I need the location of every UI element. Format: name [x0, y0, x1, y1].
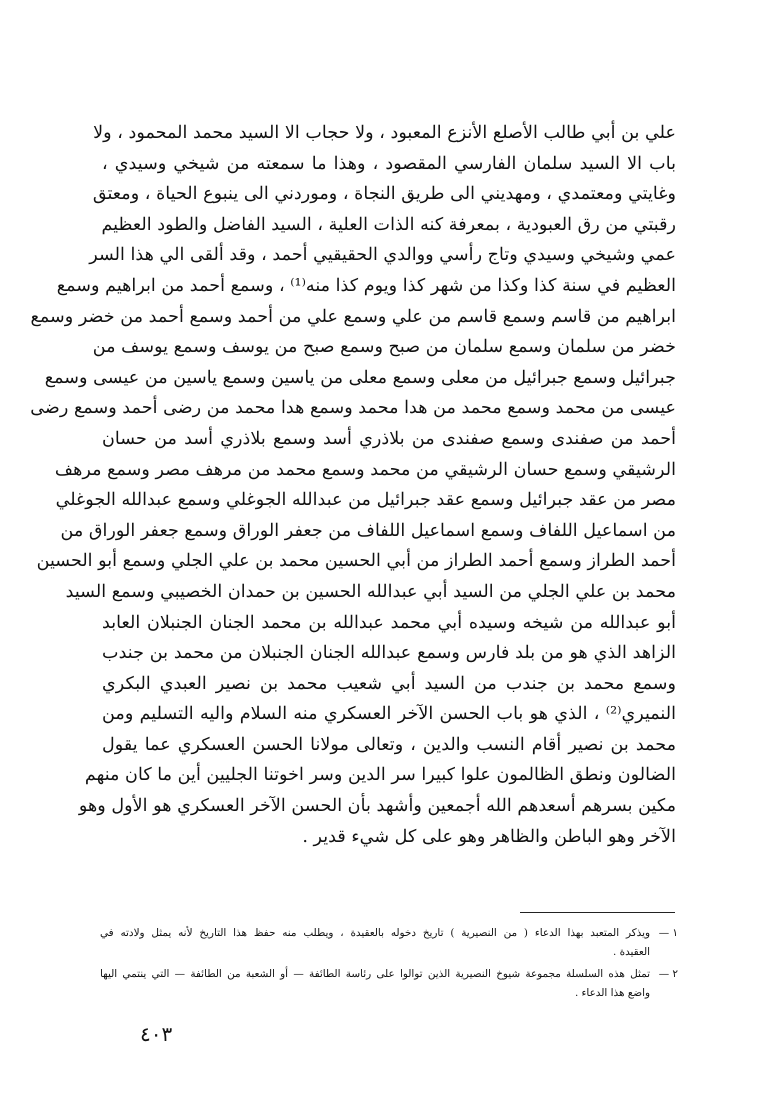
text-line: الرشيقي وسمع حسان الرشيقي من محمد وسمع محمد من مرهف مصر وسمع مرهف [54, 459, 676, 480]
text-line: وغايتي ومعتمدي ، ومهديني الى طريق النجاة ، وموردني الى ينبوع الحياة ، ومعتق [92, 184, 676, 205]
text-line: عيسى من محمد وسمع محمد من هدا محمد وسمع هدا محمد من رضى أحمد وسمع رضى [30, 398, 676, 419]
footnote-number: ١ — [658, 927, 678, 939]
footnote [100, 965, 678, 1003]
text-line: جبرائيل وسمع جبرائيل من معلى وسمع معلى من ياسين وسمع ياسين من عيسى وسمع [44, 367, 676, 388]
footnote-line: واضع هذا الدعاء . [574, 987, 650, 999]
text-line: خضر من سلمان وسمع سلمان من صبح وسمع صبح من يوسف وسمع يوسف من [92, 337, 676, 358]
text-line: أحمد الطراز وسمع أحمد الطراز من أبي الحسين محمد بن علي الجلي وسمع أبو الحسين [36, 551, 676, 572]
text-line: أحمد من صفندى وسمع صفندى من بلاذري أسد وسمع بلاذري أسد من حسان [102, 428, 676, 449]
text-line: وسمع محمد بن جندب من السيد أبي شعيب محمد بن نصير العبدي البكري [102, 673, 676, 694]
text-line: ابراهيم من قاسم وسمع قاسم من علي وسمع علي من أحمد وسمع أحمد من خضر وسمع [30, 306, 676, 327]
page-number: ٤٠٣ [140, 1022, 173, 1046]
text-line: محمد بن نصير أقام النسب والدين ، وتعالى مولانا الحسن العسكري عما يقول [102, 734, 676, 755]
footnote-line: تمثل هذه السلسلة مجموعة شيوخ النصيرية الذين توالوا على رئاسة الطائفة — أو الشعبة من الطائفة — التي ينتمي اليها [100, 968, 650, 980]
text-line: عمي وشيخي وسيدي وتاج رأسي ووالدي الحقيقيي أحمد ، وقد ألقى الي هذا السر [89, 245, 676, 266]
text-line: باب الا السيد سلمان الفارسي المقصود ، وهذا ما سمعته من شيخي وسيدي ، [102, 153, 676, 174]
footnote-line: العقيدة . [613, 946, 650, 958]
text-line: الزاهد الذي هو من بلد فارس وسمع عبدالله الجنان الجنبلان من محمد بن جندب [102, 643, 676, 664]
text-line: أبو عبدالله من شيخه وسيده أبي محمد عبدالله بن محمد الجنان الجنبلان العابد [102, 612, 676, 633]
text-line: الضالون ونطق الظالمون علوا كبيرا سر الدين وسر اخوتنا الجليين أين ما كان منهم [84, 765, 676, 786]
main-text-block [30, 118, 676, 852]
text-line: محمد بن علي الجلي من السيد أبي عبدالله الحسين بن حمدان الخصيبي وسمع السيد [65, 581, 676, 602]
footnote [100, 924, 678, 962]
text-line: مكين بسرهم أسعدهم الله أجمعين وأشهد بأن الحسن الآخر العسكري هو الأول وهو [78, 796, 676, 817]
text-line: علي بن أبي طالب الأصلع الأنزع المعبود ، ولا حجاب الا السيد محمد المحمود ، ولا [93, 123, 676, 143]
footnote-separator [520, 912, 675, 913]
footnote-line: ويذكر المتعبد بهذا الدعاء ( من النصيرية ) تاريخ دخوله بالعقيدة ، ويطلب منه حفظ هذا التاريخ لأنه يمثل ولادته في [100, 927, 650, 939]
text-line: العظيم في سنة كذا وكذا من شهر كذا ويوم كذا منه⁽¹⁾ ، وسمع أحمد من ابراهيم وسمع [56, 275, 676, 296]
text-line: من اسماعيل اللفاف وسمع اسماعيل اللفاف من جعفر الوراق وسمع جعفر الوراق من [60, 520, 676, 541]
footnotes-block [100, 924, 678, 1006]
text-line: الآخر وهو الباطن والظاهر وهو على كل شيء قدير . [302, 826, 676, 847]
text-line: مصر من عقد جبرائيل وسمع عقد جبرائيل من عبدالله الجوغلي وسمع عبدالله الجوغلي [55, 490, 676, 511]
text-line: رقبتي من رق العبودية ، بمعرفة كنه الذات العلية ، السيد الفاضل والطود العظيم [101, 214, 676, 235]
footnote-number: ٢ — [658, 968, 678, 980]
text-line: النميري⁽²⁾ ، الذي هو باب الحسن الآخر العسكري منه السلام واليه التسليم ومن [102, 704, 676, 725]
